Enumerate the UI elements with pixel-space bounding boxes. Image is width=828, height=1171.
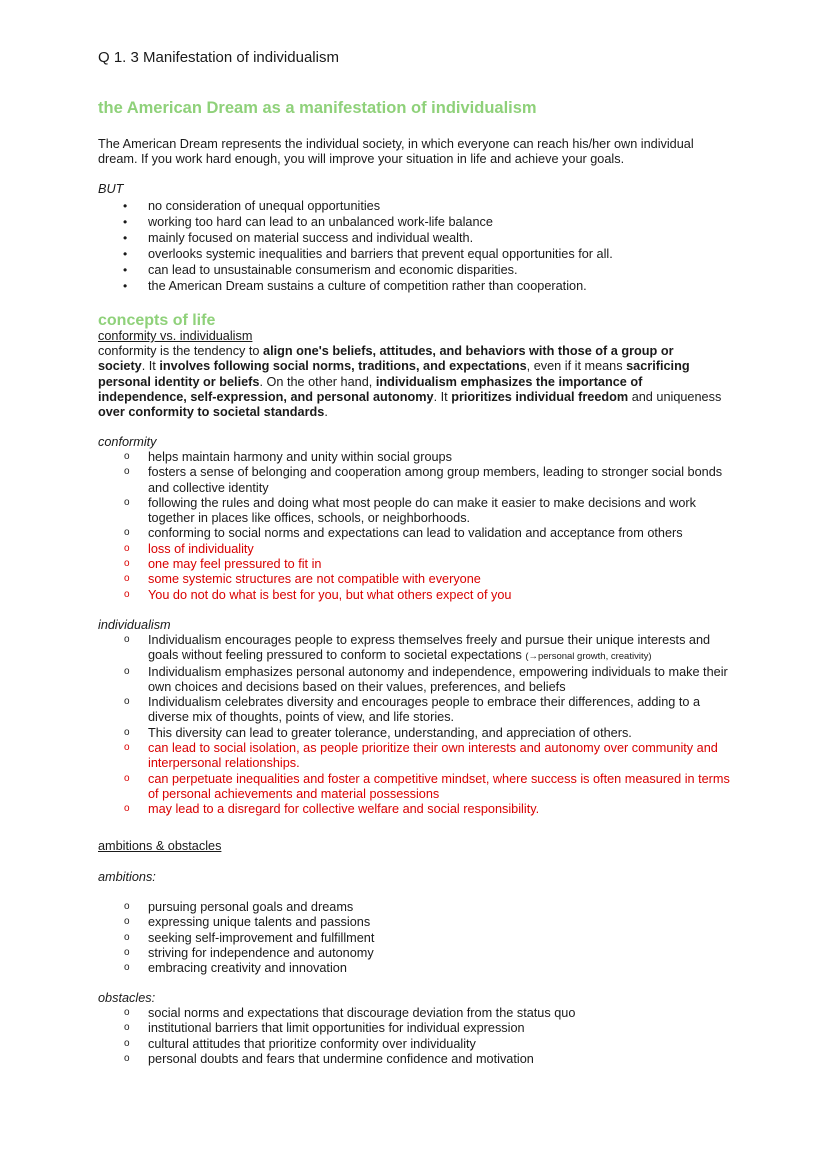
- individualism-list: [98, 633, 733, 818]
- obstacles-list: [98, 1006, 733, 1067]
- intro-paragraph: The American Dream represents the individual society, in which everyone can reach his/her own individual dream. If you work hard enough, you will improve your situation in life and achieve your goals.: [98, 137, 694, 167]
- conformity-label: conformity: [98, 435, 157, 449]
- list-item: o expressing unique talents and passions: [124, 915, 371, 930]
- circle-bullet-icon: o: [124, 901, 130, 912]
- circle-bullet-icon: o: [124, 916, 130, 928]
- ambitions-label: ambitions:: [98, 870, 156, 884]
- list-item: • overlooks systemic inequalities and barriers that prevent equal opportunities for all.: [123, 247, 613, 261]
- list-item: o conforming to social norms and expectations can lead to validation and acceptance from others: [124, 526, 683, 541]
- circle-bullet-icon: o: [124, 573, 130, 585]
- bullet-icon: •: [123, 279, 128, 293]
- list-item: • can lead to unsustainable consumerism and economic disparities.: [123, 263, 518, 277]
- list-item: o social norms and expectations that discourage deviation from the status quo: [124, 1006, 576, 1020]
- but-label: BUT: [98, 182, 124, 196]
- subheading-ambitions-obstacles: ambitions & obstacles: [98, 839, 222, 853]
- list-item: o pursuing personal goals and dreams: [124, 900, 354, 914]
- circle-bullet-icon: o: [124, 451, 130, 462]
- list-item: o may lead to a disregard for collective welfare and social responsibility.: [124, 802, 540, 817]
- circle-bullet-icon: o: [124, 962, 130, 974]
- list-item: o personal doubts and fears that undermine confidence and motivation: [124, 1051, 534, 1066]
- circle-bullet-icon: o: [124, 803, 130, 815]
- concept-paragraph: conformity is the tendency to align one's beliefs, attitudes, and behaviors with those of a group or society. It involves following social norms, traditions, and expectations, even if it means sacrificing personal identity or beliefs. On the other hand, individualism emphasizes the importance of independence, self-expression, and personal autonomy. It prioritizes individual freedom and uniqueness over conformity to societal standards.: [98, 344, 722, 420]
- circle-bullet-icon: o: [124, 665, 130, 677]
- bullet-icon: •: [123, 263, 128, 277]
- circle-bullet-icon: o: [124, 588, 130, 600]
- circle-bullet-icon: o: [124, 527, 130, 539]
- list-item: o following the rules and doing what most people do can make it easier to make decisions and work together in places like offices, schools, or neighborhoods.: [124, 495, 696, 526]
- list-item: • no consideration of unequal opportunities: [123, 199, 381, 213]
- circle-bullet-icon: o: [124, 1007, 130, 1018]
- list-item: o embracing creativity and innovation: [124, 961, 347, 976]
- list-item: o Individualism encourages people to express themselves freely and pursue their unique interests and goals without feeling pressured to conform to societal expectations (→personal growth, creativity): [124, 633, 711, 663]
- list-item: o fosters a sense of belonging and cooperation among group members, leading to stronger social bonds and collective identity: [124, 465, 723, 495]
- circle-bullet-icon: o: [124, 772, 130, 784]
- circle-bullet-icon: o: [124, 558, 130, 570]
- list-item: o can perpetuate inequalities and foster a competitive mindset, where success is often measured in terms of personal achievements and material possessions: [124, 771, 730, 801]
- list-item: o Individualism celebrates diversity and encourages people to embrace their differences, adding to a diverse mix of thoughts, points of view, and life stories.: [124, 695, 700, 725]
- list-item: o can lead to social isolation, as people prioritize their own interests and autonomy over community and interpersonal relationships.: [124, 741, 718, 771]
- circle-bullet-icon: o: [124, 496, 130, 508]
- list-item: o cultural attitudes that prioritize conformity over individuality: [124, 1036, 476, 1051]
- list-item: o some systemic structures are not compatible with everyone: [124, 572, 481, 587]
- list-item: • mainly focused on material success and individual wealth.: [123, 231, 474, 245]
- list-item: o helps maintain harmony and unity within social groups: [124, 450, 452, 464]
- circle-bullet-icon: o: [124, 742, 130, 754]
- circle-bullet-icon: o: [124, 1037, 130, 1049]
- circle-bullet-icon: o: [124, 466, 130, 478]
- circle-bullet-icon: o: [124, 634, 130, 645]
- circle-bullet-icon: o: [124, 931, 130, 943]
- list-item: o seeking self-improvement and fulfillment: [124, 930, 375, 945]
- list-item: o striving for independence and autonomy: [124, 945, 374, 960]
- bullet-icon: •: [123, 215, 128, 229]
- circle-bullet-icon: o: [124, 542, 130, 554]
- circle-bullet-icon: o: [124, 946, 130, 958]
- circle-bullet-icon: o: [124, 696, 130, 708]
- list-item: o one may feel pressured to fit in: [124, 557, 322, 572]
- ambitions-list: [98, 900, 733, 976]
- bullet-icon: •: [123, 199, 128, 213]
- conformity-list: [98, 450, 733, 603]
- bullet-icon: •: [123, 231, 128, 245]
- list-item: o You do not do what is best for you, but what others expect of you: [124, 587, 512, 602]
- obstacles-label: obstacles:: [98, 991, 156, 1005]
- but-list: [98, 198, 613, 294]
- question-title: Q 1. 3 Manifestation of individualism: [98, 49, 339, 66]
- list-item: • the American Dream sustains a culture of competition rather than cooperation.: [123, 279, 587, 293]
- individualism-label: individualism: [98, 618, 171, 632]
- circle-bullet-icon: o: [124, 1052, 130, 1064]
- bullet-icon: •: [123, 247, 128, 261]
- circle-bullet-icon: o: [124, 726, 130, 738]
- subheading-conformity-vs-individualism: conformity vs. individualism: [98, 329, 253, 343]
- heading-american-dream: the American Dream as a manifestation of individualism: [98, 99, 537, 117]
- list-item: • working too hard can lead to an unbalanced work-life balance: [123, 215, 493, 229]
- circle-bullet-icon: o: [124, 1022, 130, 1034]
- list-item: o loss of individuality: [124, 541, 254, 556]
- list-item: o This diversity can lead to greater tolerance, understanding, and appreciation of others.: [124, 725, 632, 740]
- list-item: o Individualism emphasizes personal autonomy and independence, empowering individuals to make their own choices and decisions based on their values, preferences, and beliefs: [124, 664, 728, 694]
- heading-concepts: concepts of life: [98, 312, 216, 329]
- list-item: o institutional barriers that limit opportunities for individual expression: [124, 1021, 525, 1036]
